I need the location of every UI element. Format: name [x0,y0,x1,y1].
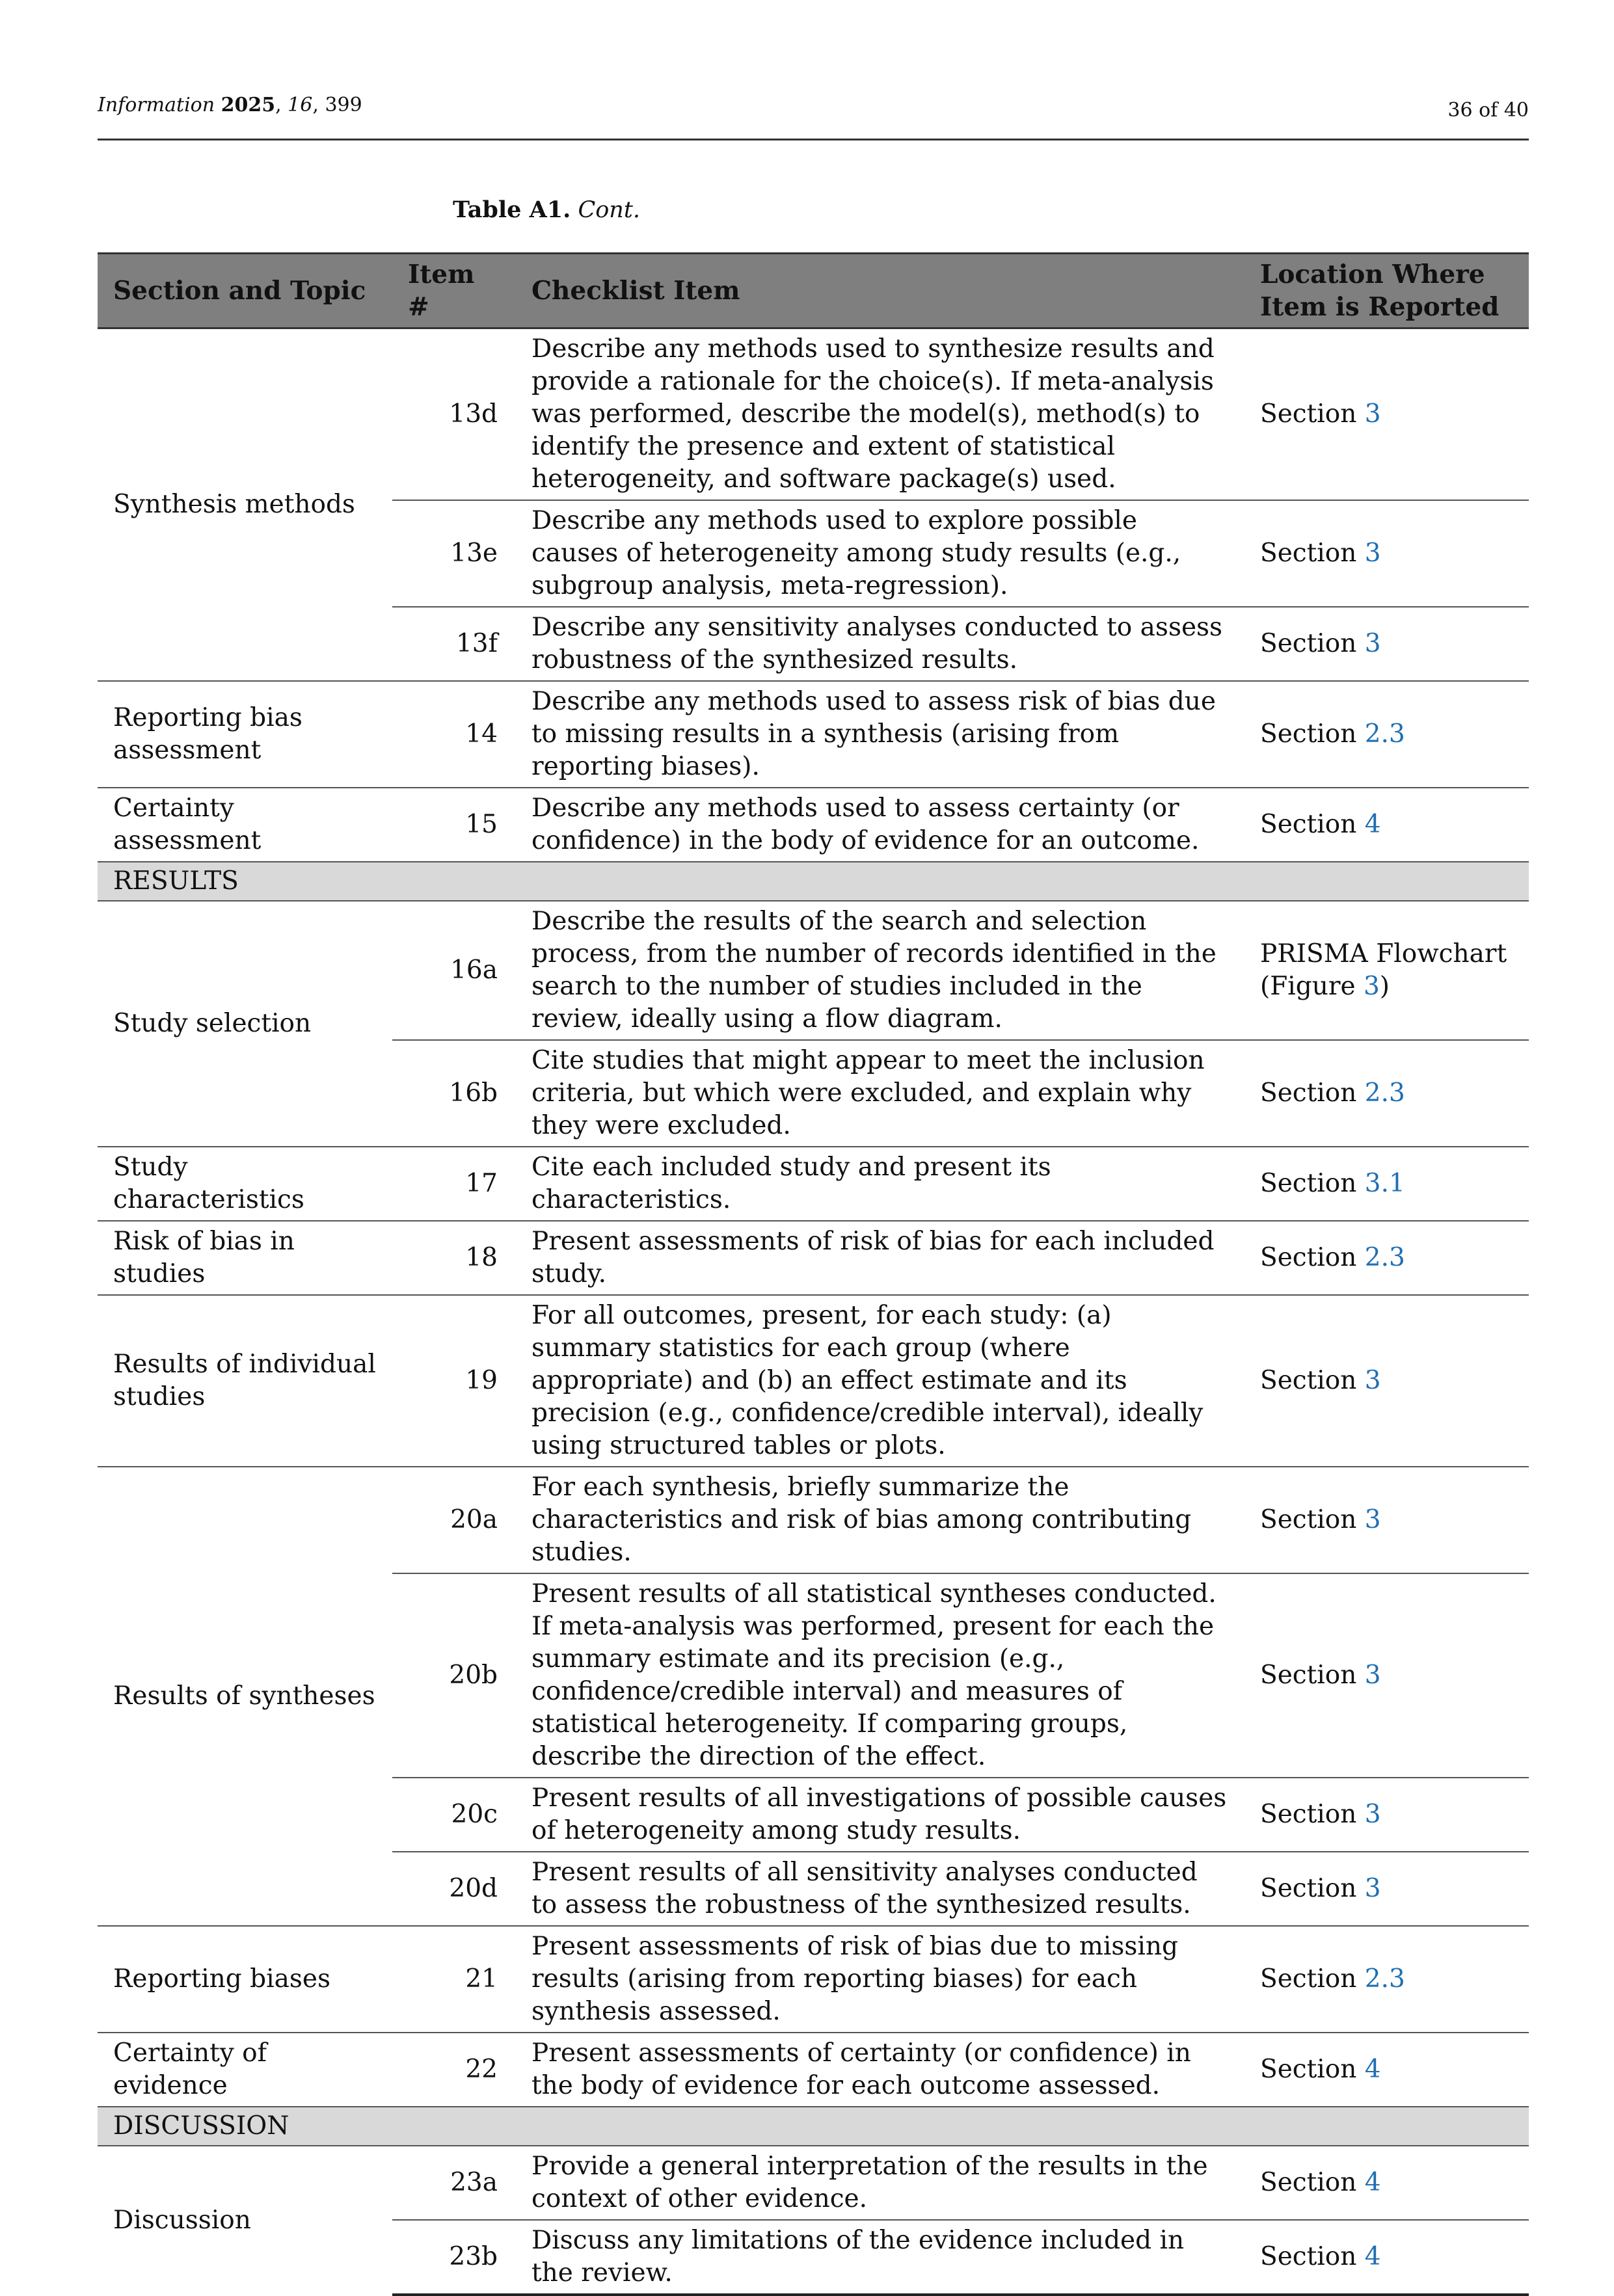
checklist-item-cell: Describe any methods used to explore possible causes of heterogeneity among study results (e.g., subgroup analysis, meta-regression). [516,500,1244,607]
topic-cell: Reporting biases [98,1926,392,2033]
location-text: Section [1260,629,1365,658]
location-text: Section [1260,2168,1365,2197]
item-number-cell: 13e [392,500,516,607]
table-body [98,328,1529,2295]
section-reference-link[interactable]: 3 [1364,1661,1381,1690]
location-cell [1244,1221,1529,1295]
location-cell [1244,607,1529,681]
location-cell [1244,788,1529,862]
checklist-item-cell: Discuss any limitations of the evidence included in the review. [516,2220,1244,2295]
section-reference-link[interactable]: 2.3 [1364,719,1405,749]
topic-cell: Synthesis methods [98,328,392,682]
journal-citation: Information 2025, 16, 399 [98,94,362,116]
table-row [98,328,1529,501]
section-reference-link[interactable]: 3.1 [1364,1169,1405,1198]
checklist-item-cell: Cite each included study and present its characteristics. [516,1147,1244,1221]
location-text: Section [1260,1243,1365,1272]
item-number-cell: 17 [392,1147,516,1221]
checklist-item-cell: Cite studies that might appear to meet the inclusion criteria, but which were excluded, and explain why they were excluded. [516,1040,1244,1147]
checklist-item-cell: Describe any methods used to assess risk of bias due to missing results in a synthesis (arising from reporting biases). [516,681,1244,788]
location-text: Section [1260,1800,1365,1829]
checklist-item-cell: For each synthesis, briefly summarize the characteristics and risk of bias among contributing studies. [516,1467,1244,1573]
location-text: Section [1260,539,1365,568]
section-reference-link[interactable]: 2.3 [1364,1964,1405,1994]
table-row [98,2033,1529,2107]
topic-cell: Discussion [98,2146,392,2295]
section-reference-link[interactable]: 3 [1364,539,1381,568]
section-row [98,2107,1529,2146]
prisma-checklist-table [98,252,1529,2296]
table-row [98,1926,1529,2033]
item-number-cell: 16a [392,901,516,1040]
topic-cell: Certainty assessment [98,788,392,862]
table-label: Table A1. [453,196,571,223]
item-number-cell: 19 [392,1295,516,1467]
location-cell [1244,1852,1529,1926]
location-text: Section [1260,810,1365,839]
item-number-cell: 20d [392,1852,516,1926]
checklist-item-cell: Present results of all statistical syntheses conducted. If meta-analysis was performed, present for each the summary estimate and its precision (e.g., confidence/credible interval) and measures of statistical heterogeneity. If comparing groups, describe the direction of the effect. [516,1573,1244,1778]
location-cell [1244,1926,1529,2033]
location-cell [1244,1295,1529,1467]
location-text: Section [1260,399,1365,429]
item-number-cell: 23b [392,2220,516,2295]
item-number-cell: 20a [392,1467,516,1573]
location-cell [1244,2146,1529,2220]
location-cell [1244,901,1529,1040]
location-text: Section [1260,719,1365,749]
table-header-row [98,254,1529,328]
checklist-item-cell: Present assessments of risk of bias due to missing results (arising from reporting biases) for each synthesis assessed. [516,1926,1244,2033]
location-cell [1244,1147,1529,1221]
section-heading: RESULTS [98,862,1529,901]
table-row [98,901,1529,1040]
section-reference-link[interactable]: 3 [1364,1366,1381,1395]
table-row [98,1467,1529,1573]
section-reference-link[interactable]: 3 [1364,1505,1381,1534]
location-cell [1244,681,1529,788]
checklist-item-cell: Describe any methods used to assess certainty (or confidence) in the body of evidence for an outcome. [516,788,1244,862]
table-row [98,788,1529,862]
topic-cell: Study selection [98,901,392,1147]
checklist-item-cell: Present results of all sensitivity analyses conducted to assess the robustness of the synthesized results. [516,1852,1244,1926]
item-number-cell: 23a [392,2146,516,2220]
location-text: Section [1260,1964,1365,1994]
topic-cell: Results of individual studies [98,1295,392,1467]
topic-cell: Certainty of evidence [98,2033,392,2107]
section-reference-link[interactable]: 3 [1363,972,1380,1001]
table-row [98,681,1529,788]
item-number-cell: 13d [392,328,516,501]
section-reference-link[interactable]: 4 [1364,2242,1381,2271]
topic-cell: Results of syntheses [98,1467,392,1926]
section-heading: DISCUSSION [98,2107,1529,2146]
topic-cell: Risk of bias in studies [98,1221,392,1295]
location-text: Section [1260,2242,1365,2271]
location-cell [1244,500,1529,607]
item-number-cell: 15 [392,788,516,862]
table-row [98,1147,1529,1221]
section-reference-link[interactable]: 3 [1364,629,1381,658]
location-text: Section [1260,1505,1365,1534]
location-text: Section [1260,1661,1365,1690]
location-cell [1244,1778,1529,1852]
location-text: PRISMA Flowchart (Figure [1260,939,1507,1001]
checklist-item-cell: Describe any methods used to synthesize results and provide a rationale for the choice(s). If meta-analysis was performed, describe the model(s), method(s) to identify the presence and extent of statistical heterogeneity, and software package(s) used. [516,328,1244,501]
section-row [98,862,1529,901]
table-cont: Cont. [578,197,641,223]
section-reference-link[interactable]: 4 [1364,2168,1381,2197]
topic-cell: Reporting bias assessment [98,681,392,788]
section-reference-link[interactable]: 3 [1364,1800,1381,1829]
header-item-number: Item # [392,254,516,328]
table-caption [453,196,640,223]
location-cell [1244,1467,1529,1573]
location-cell [1244,2033,1529,2107]
section-reference-link[interactable]: 2.3 [1364,1078,1405,1108]
location-cell [1244,2220,1529,2295]
checklist-item-cell: Provide a general interpretation of the results in the context of other evidence. [516,2146,1244,2220]
checklist-item-cell: For all outcomes, present, for each study: (a) summary statistics for each group (where appropriate) and (b) an effect estimate and its precision (e.g., confidence/credible interval), ideally using structured tables or plots. [516,1295,1244,1467]
item-number-cell: 20b [392,1573,516,1778]
checklist-item-cell: Present results of all investigations of possible causes of heterogeneity among study results. [516,1778,1244,1852]
checklist-item-cell: Present assessments of certainty (or confidence) in the body of evidence for each outcome assessed. [516,2033,1244,2107]
topic-cell: Study characteristics [98,1147,392,1221]
location-text: Section [1260,1078,1365,1108]
checklist-item-cell: Describe the results of the search and selection process, from the number of records identified in the search to the number of studies included in the review, ideally using a flow diagram. [516,901,1244,1040]
table-row [98,1221,1529,1295]
location-text: Section [1260,1169,1365,1198]
item-number-cell: 20c [392,1778,516,1852]
location-text-after: ) [1379,972,1390,1001]
section-reference-link[interactable]: 3 [1364,399,1381,429]
location-cell [1244,1573,1529,1778]
checklist-item-cell: Describe any sensitivity analyses conducted to assess robustness of the synthesized results. [516,607,1244,681]
item-number-cell: 22 [392,2033,516,2107]
location-cell [1244,328,1529,501]
section-reference-link[interactable]: 4 [1364,810,1381,839]
item-number-cell: 18 [392,1221,516,1295]
table-row [98,1295,1529,1467]
section-reference-link[interactable]: 3 [1364,1874,1381,1903]
item-number-cell: 16b [392,1040,516,1147]
section-reference-link[interactable]: 2.3 [1364,1243,1405,1272]
checklist-item-cell: Present assessments of risk of bias for each included study. [516,1221,1244,1295]
header-checklist-item: Checklist Item [516,254,1244,328]
location-text: Section [1260,1366,1365,1395]
page-header [98,91,1529,140]
header-location: Location Where Item is Reported [1244,254,1529,328]
item-number-cell: 21 [392,1926,516,2033]
header-section-topic: Section and Topic [98,254,392,328]
location-text: Section [1260,2055,1365,2084]
page-number: 36 of 40 [1447,99,1529,122]
item-number-cell: 13f [392,607,516,681]
section-reference-link[interactable]: 4 [1364,2055,1381,2084]
location-text: Section [1260,1874,1365,1903]
table-row [98,2146,1529,2220]
location-cell [1244,1040,1529,1147]
item-number-cell: 14 [392,681,516,788]
